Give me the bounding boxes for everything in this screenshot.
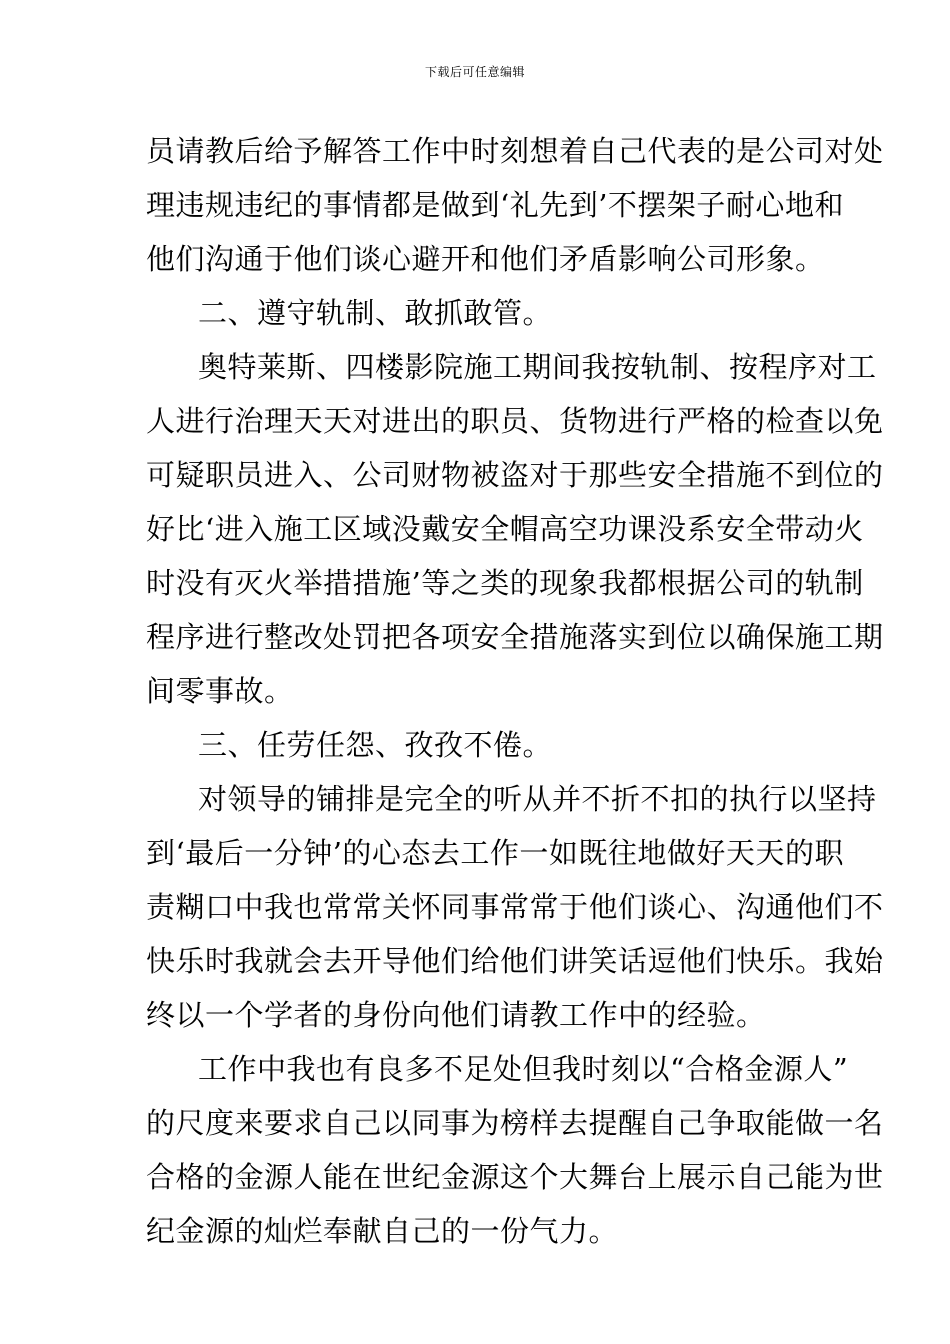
text-line: 工作中我也有良多不足处但我时刻以“合格金源人” [198,1052,849,1086]
text-line: 对领导的铺排是完全的听从并不折不扣的执行以坚持 [198,782,877,816]
text-line: 可疑职员进入、公司财物被盗对于那些安全措施不到位的 [146,458,884,492]
text-line: 终以一个学者的身份向他们请教工作中的经验。 [146,998,766,1032]
text-line: 程序进行整改处罚把各项安全措施落实到位以确保施工期 [146,620,884,654]
page-header-note: 下载后可任意编辑 [424,65,525,79]
section-heading-2: 二、遵守轨制、敢抓敢管。 [198,296,553,330]
text-line: 时没有灭火举措措施’等之类的现象我都根据公司的轨制 [146,566,864,600]
section-heading-3: 三、任劳任怨、孜孜不倦。 [198,728,553,762]
text-line: 好比‘进入施工区域没戴安全帽高空功课没系安全带动火 [146,512,864,546]
text-line: 责糊口中我也常常关怀同事常常于他们谈心、沟通他们不 [146,890,884,924]
text-line: 合格的金源人能在世纪金源这个大舞台上展示自己能为世 [146,1160,884,1194]
document-body [146,124,884,1258]
text-line: 奥特莱斯、四楼影院施工期间我按轨制、按程序对工 [198,350,877,384]
text-line: 员请教后给予解答工作中时刻想着自己代表的是公司对处 [146,134,884,168]
text-line: 纪金源的灿烂奉献自己的一份气力。 [146,1214,619,1248]
text-line: 到‘最后一分钟’的心态去工作一如既往地做好天天的职 [146,836,844,870]
text-line: 理违规违纪的事情都是做到‘礼先到’不摆架子耐心地和 [146,188,844,222]
text-line: 人进行治理天天对进出的职员、货物进行严格的检查以免 [146,404,884,438]
text-line: 快乐时我就会去开导他们给他们讲笑话逗他们快乐。我始 [146,944,884,978]
text-line: 的尺度来要求自己以同事为榜样去提醒自己争取能做一名 [146,1106,884,1140]
text-line: 他们沟通于他们谈心避开和他们矛盾影响公司形象。 [146,242,825,276]
text-line: 间零事故。 [146,674,294,708]
